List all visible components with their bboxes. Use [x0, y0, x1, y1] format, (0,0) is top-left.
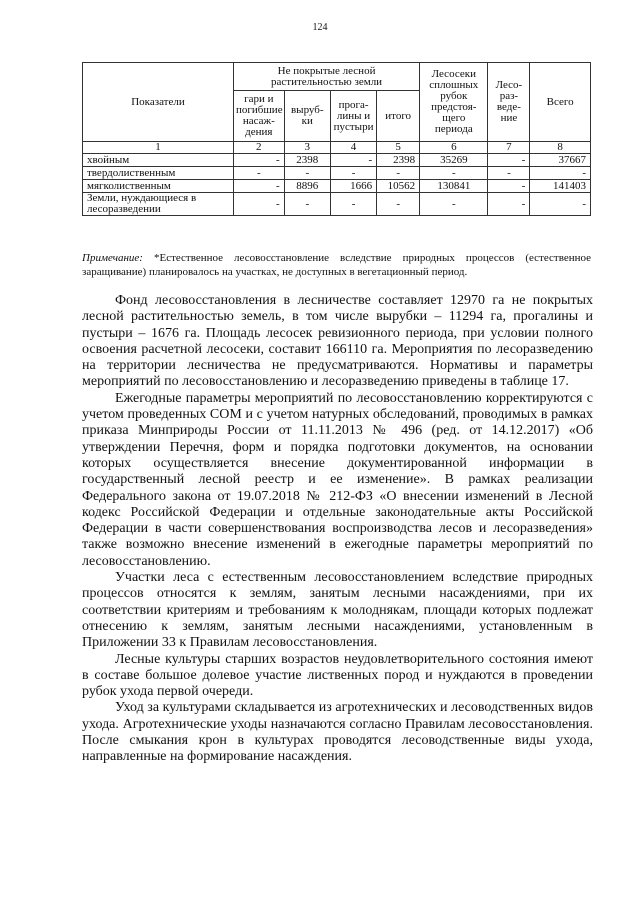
table-cell: 1666 — [330, 180, 376, 193]
column-number: 3 — [284, 142, 330, 154]
paragraph: Ежегодные параметры мероприятий по лесовосстановлению корректируются с учетом проведенных СОМ и с учетом натурных обследований, проводимых в рамках приказа Минприроды России от 11.11.2013 № 496 (ред. от 14.12.2017) «Об утверждении Перечня, форм и порядка подготовки документов, на основании которых осуществляется внесение документированной информации в государственный лесной реестр и ее изменение». В рамках реализации Федерального закона от 19.07.2018 № 212-ФЗ «О внесении изменений в Лесной кодекс Российской Федерации и отдельные законодательные акты Российской Федерации в части совершенствования воспроизводства лесов и лесоразведения» также возможно внесение изменений в ежегодные параметры мероприятий по лесовосстановлению. — [82, 390, 593, 569]
table-cell: - — [377, 167, 420, 180]
column-number: 7 — [488, 142, 530, 154]
table-cell: 8896 — [284, 180, 330, 193]
header-cutting-areas: Лесосеки сплошных рубок предстоя-щего периода — [420, 63, 488, 142]
page-number: 124 — [312, 22, 328, 33]
column-number: 6 — [420, 142, 488, 154]
header-clearings: выруб-ки — [284, 91, 330, 142]
column-numbers-row — [83, 142, 591, 154]
table-cell: - — [330, 193, 376, 216]
column-number: 2 — [233, 142, 284, 154]
table-cell: - — [377, 193, 420, 216]
table-cell: - — [420, 193, 488, 216]
table-row — [83, 193, 591, 216]
column-number: 5 — [377, 142, 420, 154]
row-label: твердолиственным — [83, 167, 234, 180]
table-cell: 10562 — [377, 180, 420, 193]
row-label: Земли, нуждающиеся в лесоразведении — [83, 193, 234, 216]
note-label: Примечание: — [82, 252, 143, 264]
table-row — [83, 180, 591, 193]
table-cell: - — [233, 193, 284, 216]
header-burns: гари и погибшие насаж-дения — [233, 91, 284, 142]
table-cell: 37667 — [530, 154, 591, 167]
column-number: 8 — [530, 142, 591, 154]
table-cell: - — [530, 167, 591, 180]
column-number: 1 — [83, 142, 234, 154]
table-row — [83, 154, 591, 167]
row-label: мягколиственным — [83, 180, 234, 193]
header-indicators: Показатели — [83, 63, 234, 142]
header-subtotal: итого — [377, 91, 420, 142]
table-cell: - — [233, 167, 284, 180]
paragraph: Фонд лесовосстановления в лесничестве составляет 12970 га не покрытых лесной растительностью земель, в том числе вырубки – 11294 га, прогалины и пустыри – 1676 га. Площадь лесосек ревизионного периода, при условии полного освоения расчетной лесосеки, составит 166110 га. Мероприятия по лесоразведению на территории лесничества не предусматриваются. Нормативы и параметры мероприятий по лесовосстановлению и лесоразведению приведены в таблице 17. — [82, 293, 593, 390]
body-text — [82, 293, 593, 766]
table-cell: 2398 — [284, 154, 330, 167]
paragraph: Уход за культурами складывается из агротехнических и лесоводственных видов ухода. Агротехнические уходы назначаются согласно Правилам лесовосстановления. После смыкания крон в культурах проводятся лесоводственные виды ухода, направленные на формирование насаждения. — [82, 700, 593, 765]
header-not-covered-group: Не покрытые лесной растительностью земли — [233, 63, 419, 91]
table-cell: - — [284, 193, 330, 216]
table-cell: 2398 — [377, 154, 420, 167]
table-note — [82, 251, 591, 279]
row-label: хвойным — [83, 154, 234, 167]
paragraph: Лесные культуры старших возрастов неудовлетворительного состояния имеют в составе большое долевое участие лиственных пород и нуждаются в проведении рубок ухода первой очереди. — [82, 651, 593, 700]
table-cell: - — [488, 167, 530, 180]
table-cell: - — [330, 154, 376, 167]
table-cell: - — [530, 193, 591, 216]
header-afforestation: Лесо-раз-веде-ние — [488, 63, 530, 142]
table-cell: 130841 — [420, 180, 488, 193]
table-cell: - — [420, 167, 488, 180]
forest-restoration-table — [82, 62, 591, 216]
table-cell: - — [330, 167, 376, 180]
table-cell: 141403 — [530, 180, 591, 193]
table-cell: - — [284, 167, 330, 180]
header-gaps: прога-лины и пустыри — [330, 91, 376, 142]
table-row — [83, 167, 591, 180]
table-cell: - — [233, 154, 284, 167]
table-cell: 35269 — [420, 154, 488, 167]
note-text: *Естественное лесовосстановление вследствие природных процессов (естественное заращивание) планировалось на участках, не доступных в вегетационный период. — [82, 252, 591, 278]
table-cell: - — [488, 193, 530, 216]
header-total: Всего — [530, 63, 591, 142]
paragraph: Участки леса с естественным лесовосстановлением вследствие природных процессов относятся к землям, занятым лесными насаждениями, при их соответствии критериям и требованиям к молоднякам, площади которых подлежат отнесению к землям, занятым лесными насаждениями, установленным в Приложении 33 к Правилам лесовосстановления. — [82, 570, 593, 651]
column-number: 4 — [330, 142, 376, 154]
table-cell: - — [488, 180, 530, 193]
table-cell: - — [488, 154, 530, 167]
table-cell: - — [233, 180, 284, 193]
